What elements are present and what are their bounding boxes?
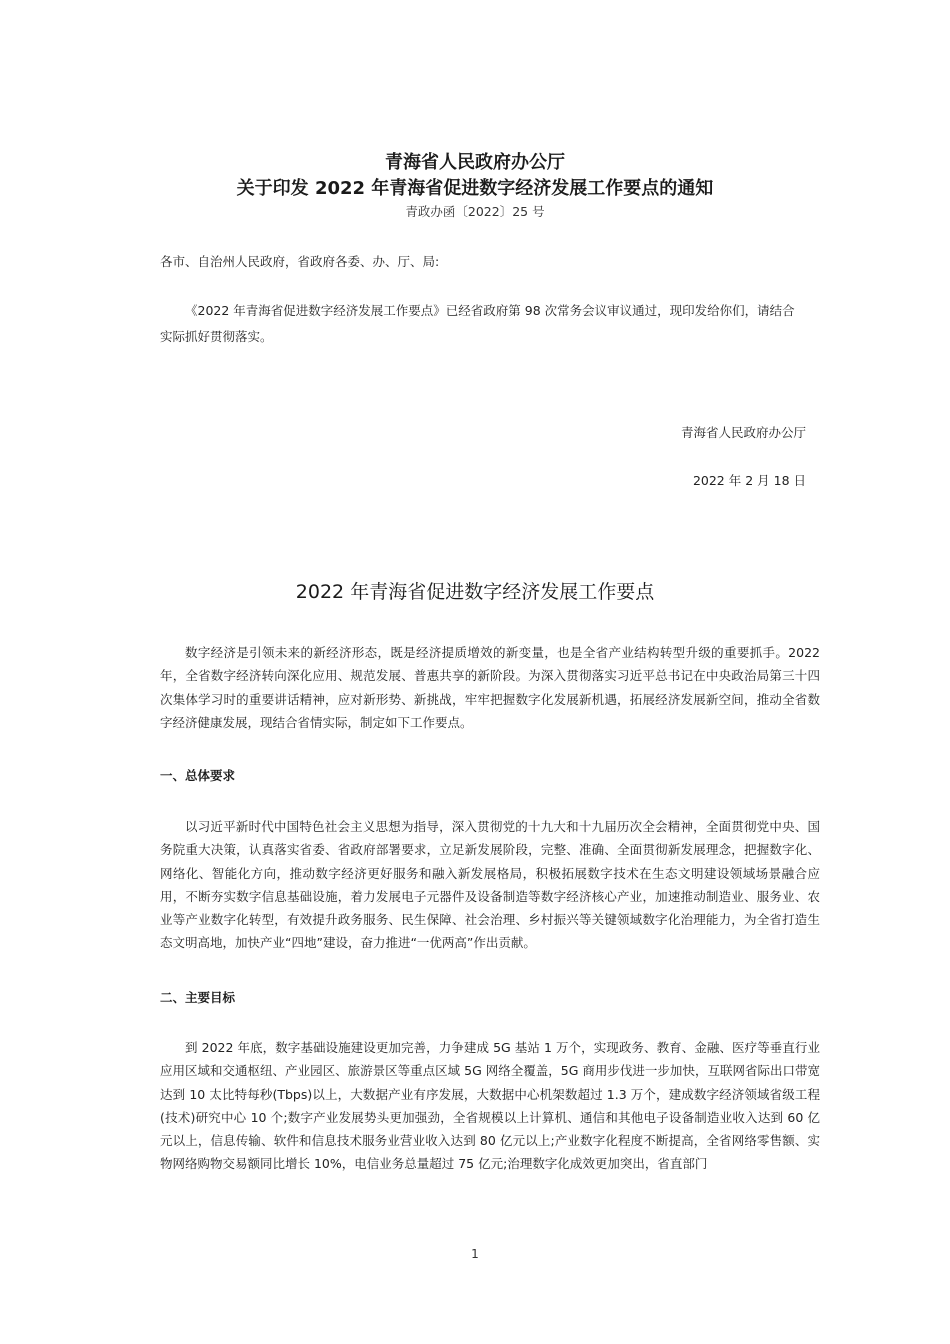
intro-paragraph: 数字经济是引领未来的新经济形态，既是经济提质增效的新变量，也是全省产业结构转型升级的重要抓手。2022 年，全省数字经济转向深化应用、规范发展、普惠共享的新阶段。为深入贯彻落实习近平总书记在中央政治局第三十四次集体学习时的重要讲话精神，应对新形势、新挑战，牢牢把握数字化发展新机遇，拓展经济发展新空间，推动全省数字经济健康发展，现结合省情实际，制定如下工作要点。 (160, 645, 820, 730)
issuer-title: 青海省人民政府办公厅 (385, 152, 565, 173)
section-heading-general: 一、总体要求 (160, 768, 236, 783)
main-title: 2022 年青海省促进数字经济发展工作要点 (295, 581, 655, 603)
notice-body: 《2022 年青海省促进数字经济发展工作要点》已经省政府第 98 次常务会议审议通过，现印发给你们，请结合实际抓好贯彻落实。 (160, 303, 795, 344)
page-number: 1 (471, 1247, 479, 1261)
signature: 青海省人民政府办公厅 (680, 425, 806, 440)
notice-title: 关于印发 2022 年青海省促进数字经济发展工作要点的通知 (236, 178, 714, 199)
section-text-general: 以习近平新时代中国特色社会主义思想为指导，深入贯彻党的十九大和十九届历次全会精神，全面贯彻党中央、国务院重大决策，认真落实省委、省政府部署要求，立足新发展阶段，完整、准确、全面贯彻新发展理念，把握数字化、网络化、智能化方向，推动数字经济更好服务和融入新发展格局，积极拓展数字技术在生态文明建设领域场景融合应用，不断夯实数字信息基础设施，着力发展电子元器件及设备制造等数字经济核心产业，加速推动制造业、服务业、农业等产业数字化转型，有效提升政务服务、民生保障、社会治理、乡村振兴等关键领域数字化治理能力，为全省打造生态文明高地，加快产业“四地”建设，奋力推进“一优两高”作出贡献。 (160, 819, 820, 951)
notice-date: 2022 年 2 月 18 日 (692, 473, 806, 488)
document-header (0, 150, 950, 222)
document-number: 青政办函〔2022〕25 号 (405, 204, 545, 219)
addressee-line: 各市、自治州人民政府，省政府各委、办、厅、局: (160, 254, 440, 269)
section-text-goals: 到 2022 年底，数字基础设施建设更加完善，力争建成 5G 基站 1 万个，实现政务、教育、金融、医疗等垂直行业应用区域和交通枢纽、产业园区、旅游景区等重点区域 5G 网络全覆盖，5G 商用步伐进一步加快，互联网省际出口带宽达到 10 太比特每秒(Tbps)以上，大数据产业有序发展，大数据中心机架数超过 1.3 万个，建成数字经济领域省级工程(技术)研究中心 10 个;数字产业发展势头更加强劲，全省规模以上计算机、通信和其他电子设备制造业收入达到 60 亿元以上，信息传输、软件和信息技术服务业营业收入达到 80 亿元以上;产业数字化程度不断提高，全省网络零售额、实物网络购物交易额同比增长 10%，电信业务总量超过 75 亿元;治理数字化成效更加突出，省直部门 (160, 1040, 820, 1172)
section-heading-goals: 二、主要目标 (160, 990, 236, 1005)
